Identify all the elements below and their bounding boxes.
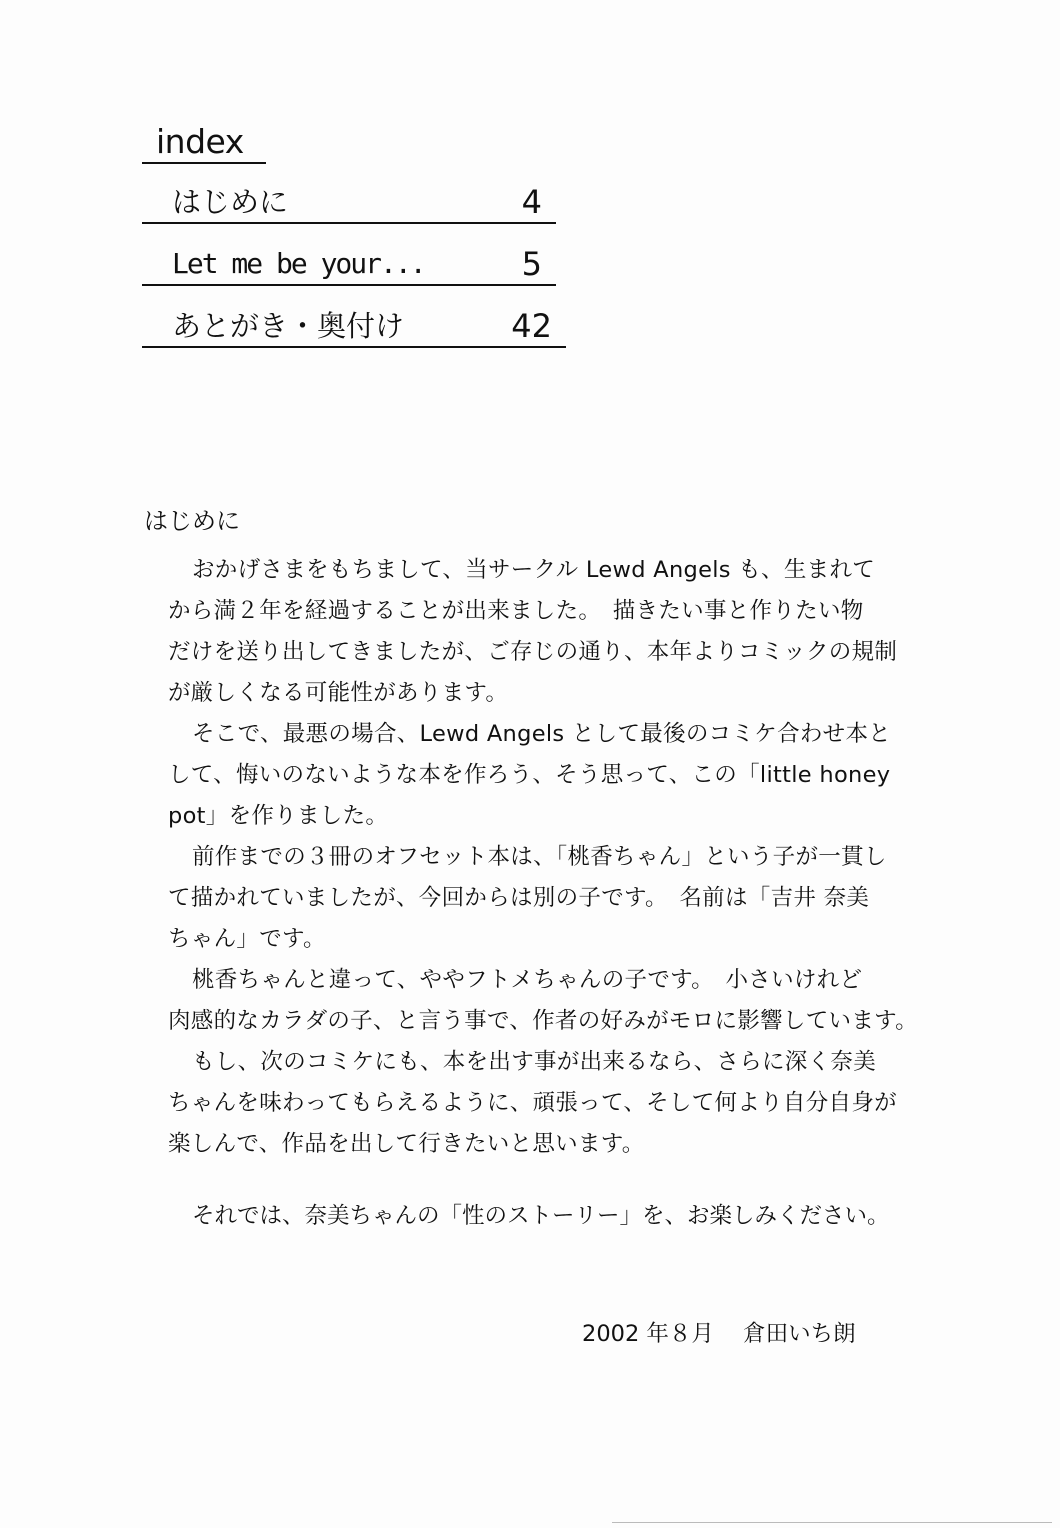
text-line: おかげさまをもちまして、当サークル Lewd Angels も、生まれて [192,557,876,583]
page-edge-divider [612,1522,1052,1523]
toc-entry-title: Let me be your... [172,247,425,280]
toc-row[interactable] [142,174,556,224]
text-line: て描かれていましたが、今回からは別の子です。 名前は「吉井 奈美 [168,885,870,911]
toc-entry-title: あとがき・奥付け [172,309,405,343]
toc-entry-page: 42 [511,307,552,345]
signature [582,1314,856,1354]
intro-paragraph [168,1042,968,1165]
text-line: 前作までの３冊のオフセット本は、「桃香ちゃん」という子が一貫し [192,844,887,870]
intro-body [168,550,968,1165]
text-line: もし、次のコミケにも、本を出す事が出来るなら、さらに深く奈美 [192,1049,877,1075]
intro-paragraph [168,960,968,1042]
text-line: から満２年を経過することが出来ました。 描きたい事と作りたい物 [168,598,864,624]
text-line: pot」を作りました。 [168,803,389,829]
intro-paragraph [168,714,968,837]
toc-row[interactable] [142,298,566,348]
text-line: ちゃんを味わってもらえるように、頑張って、そして何より自分自身が [168,1090,897,1116]
intro-heading: はじめに [144,507,240,535]
intro-paragraph [168,550,968,714]
text-line: して、悔いのないような本を作ろう、そう思って、この「little honey [168,762,891,788]
toc-entry-page: 5 [521,245,542,283]
text-line: だけを送り出してきましたが、ご存じの通り、本年よりコミックの規制 [168,639,898,665]
text-line: 肉感的なカラダの子、と言う事で、作者の好みがモロに影響しています。 [168,1008,918,1034]
index-heading [142,120,266,164]
signature-author: 倉田いち朗 [743,1321,856,1347]
toc-entry-page: 4 [521,183,542,221]
text-line: そこで、最悪の場合、Lewd Angels として最後のコミケ合わせ本と [192,721,892,747]
index-heading-text: index [156,122,244,161]
text-line: が厳しくなる可能性があります。 [168,680,509,706]
toc-entry-title: はじめに [172,185,289,219]
text-line: ちゃん」です。 [168,926,326,952]
toc-row[interactable] [142,236,556,286]
text-line: 桃香ちゃんと違って、ややフトメちゃんの子です。 小さいけれど [192,967,863,993]
text-line: 楽しんで、作品を出して行きたいと思います。 [168,1131,645,1157]
signature-date: 2002 年８月 [582,1321,714,1347]
intro-paragraph [168,837,968,960]
closing-line: それでは、奈美ちゃんの「性のストーリー」を、お楽しみください。 [192,1203,890,1229]
